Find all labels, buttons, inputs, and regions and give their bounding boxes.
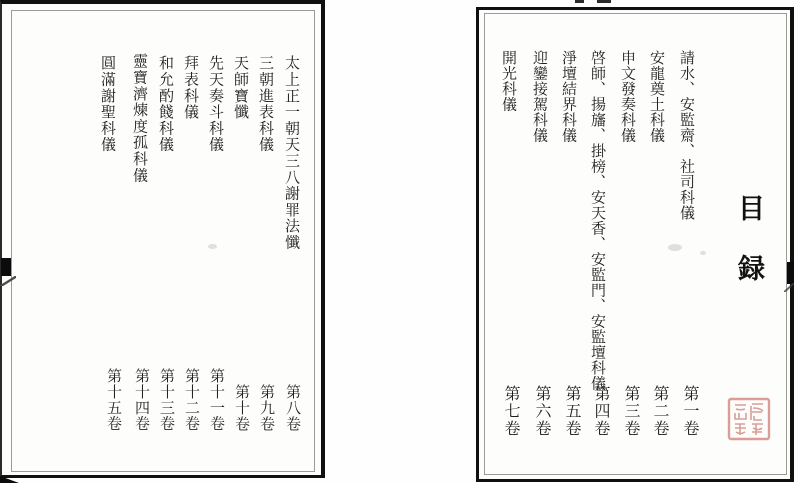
toc-entry-title: 安龍奠土科儀 [648,50,666,143]
toc-entry-volume: 第七卷 [502,385,521,438]
toc-entry-title: 申文發奏科儀 [619,50,637,143]
toc-entry-volume: 第十四卷 [133,368,151,432]
toc-entry-volume: 第九卷 [258,384,276,432]
toc-entry-volume: 第四卷 [592,385,611,438]
toc-entry-volume: 第十五卷 [105,368,123,432]
toc-entry-volume: 第十二卷 [183,368,201,432]
seal-glyphs [727,397,771,441]
toc-entry-volume: 第十卷 [233,384,251,432]
toc-entry-volume: 第八卷 [284,384,302,432]
scan-smudge [668,244,682,251]
scan-speck [597,0,611,3]
toc-entry-title: 天師寶懺 [232,55,250,121]
red-seal-stamp [727,397,771,441]
toc-entry-title: 開光科儀 [500,50,518,112]
toc-entry-title: 三朝進表科儀 [257,55,275,153]
scan-corner-blot [0,476,19,483]
toc-entry-volume: 第一卷 [681,385,700,438]
toc-entry-title: 啓師、揚旛、掛榜、安天香、安監門、安監壇科儀 [589,50,607,391]
toc-entry-title: 圓滿謝聖科儀 [99,55,117,153]
toc-entry-title: 拜表科儀 [182,55,200,121]
toc-entry-volume: 第六卷 [533,385,552,438]
toc-entry-volume: 第五卷 [563,385,582,438]
binding-notch-right-diagonal [784,283,794,292]
toc-title: 目録 [733,194,764,314]
scan-smudge [208,244,217,249]
binding-notch-left-diagonal [0,276,16,286]
scan-speck [575,0,584,3]
toc-entry-title: 和允酌餞科儀 [157,55,175,153]
toc-entry-title: 淨壇結界科儀 [560,50,578,143]
scan-smudge [700,251,706,255]
binding-notch-left [1,258,11,276]
toc-entry-volume: 第二卷 [651,385,670,438]
toc-entry-title: 先天奏斗科儀 [207,55,225,153]
toc-entry-title: 請水、安監齋、社司科儀 [678,50,696,221]
binding-notch-right [787,262,794,284]
toc-entry-volume: 第三卷 [622,385,641,438]
toc-entry-title: 靈寶濟煉度孤科儀 [131,53,149,184]
toc-entry-title: 太上正一朝天三八謝罪法懺 [283,55,301,251]
toc-entry-volume: 第十三卷 [158,368,176,432]
toc-entry-title: 迎鑾接駕科儀 [531,50,549,143]
toc-entry-volume: 第十一卷 [208,368,226,432]
